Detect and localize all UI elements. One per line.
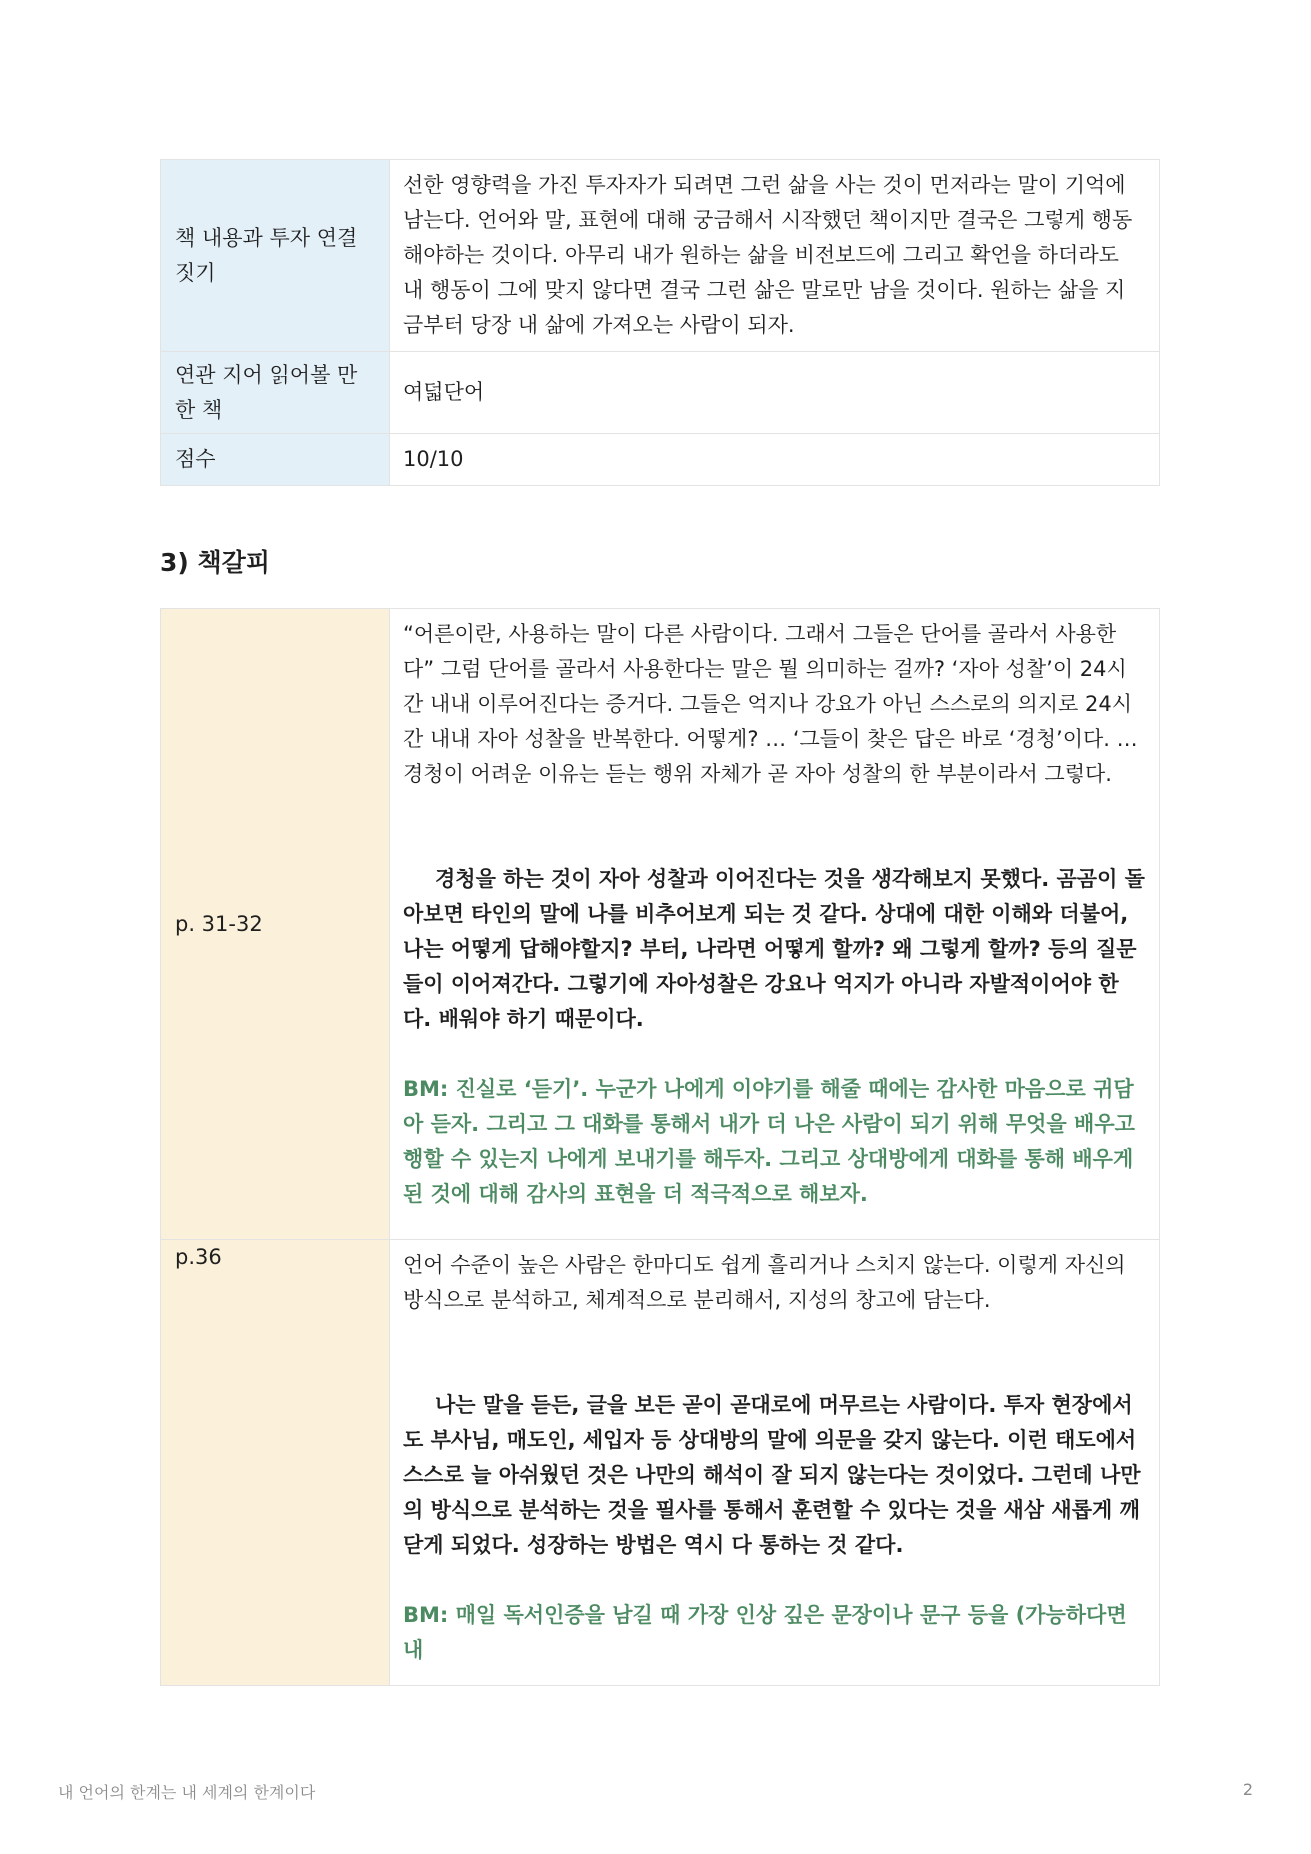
spacer <box>403 1318 1145 1388</box>
bookmark-page: p.36 <box>161 1240 390 1686</box>
summary-table <box>160 159 1160 486</box>
bookmark-quote: 언어 수준이 높은 사람은 한마디도 쉽게 흘리거나 스치지 않는다. 이렇게 자신의 방식으로 분석하고, 체계적으로 분리해서, 지성의 창고에 담는다. <box>403 1253 1126 1312</box>
bookmark-content <box>390 609 1160 1240</box>
table-row <box>161 434 1160 486</box>
bookmark-reflection: 나는 말을 듣든, 글을 보든 곧이 곧대로에 머무르는 사람이다. 투자 현장에서도 부사님, 매도인, 세입자 등 상대방의 말에 의문을 갖지 않는다. 이런 태도에서 스스로 늘 아쉬웠던 것은 나만의 해석이 잘 되지 않는다는 것이었다. 그런데 나만의 방식으로 분석하는 것을 필사를 통해서 훈련할 수 있다는 것을 새삼 새롭게 깨닫게 되었다. 성장하는 방법은 역시 다 통하는 것 같다. <box>403 1393 1141 1557</box>
table-row <box>161 609 1160 1240</box>
row-label: 점수 <box>161 434 390 486</box>
bookmark-page: p. 31-32 <box>161 609 390 1240</box>
footer-title: 내 언어의 한계는 내 세계의 한계이다 <box>58 1783 316 1802</box>
table-row <box>161 160 1160 352</box>
page-number: 2 <box>1242 1780 1253 1799</box>
table-row <box>161 352 1160 434</box>
section-title: 3) 책갈피 <box>160 548 270 577</box>
row-value: 여덟단어 <box>390 352 1160 434</box>
row-value: 10/10 <box>390 434 1160 486</box>
bookmark-bm: BM: 매일 독서인증을 남길 때 가장 인상 깊은 문장이나 문구 등을 (가능하다면 내 <box>403 1603 1127 1662</box>
spacer <box>403 1037 1145 1072</box>
bookmark-quote: “어른이란, 사용하는 말이 다른 사람이다. 그래서 그들은 단어를 골라서 사용한다” 그럼 단어를 골라서 사용한다는 말은 뭘 의미하는 걸까? ‘자아 성찰’이 24시간 내내 이루어진다는 증거다. 그들은 억지나 강요가 아닌 스스로의 의지로 24시간 내내 자아 성찰을 반복한다. 어떻게? … ‘그들이 찾은 답은 바로 ‘경청’이다. … 경청이 어려운 이유는 듣는 행위 자체가 곧 자아 성찰의 한 부분이라서 그렇다. <box>403 622 1138 786</box>
row-label: 연관 지어 읽어볼 만한 책 <box>161 352 390 434</box>
bookmark-bm: BM: 진실로 ‘듣기’. 누군가 나에게 이야기를 해줄 때에는 감사한 마음으로 귀담아 듣자. 그리고 그 대화를 통해서 내가 더 나은 사람이 되기 위해 무엇을 배우고 행할 수 있는지 나에게 보내기를 해두자. 그리고 상대방에게 대화를 통해 배우게 된 것에 대해 감사의 표현을 더 적극적으로 해보자. <box>403 1077 1135 1206</box>
spacer <box>403 792 1145 862</box>
bookmark-content <box>390 1240 1160 1686</box>
bookmarks-table <box>160 608 1160 1686</box>
row-label: 책 내용과 투자 연결 짓기 <box>161 160 390 352</box>
row-value: 선한 영향력을 가진 투자자가 되려면 그런 삶을 사는 것이 먼저라는 말이 기억에 남는다. 언어와 말, 표현에 대해 궁금해서 시작했던 책이지만 결국은 그렇게 행동해야하는 것이다. 아무리 내가 원하는 삶을 비전보드에 그리고 확언을 하더라도 내 행동이 그에 맞지 않다면 결국 그런 삶은 말로만 남을 것이다. 원하는 삶을 지금부터 당장 내 삶에 가져오는 사람이 되자. <box>390 160 1160 352</box>
spacer <box>403 1563 1145 1598</box>
bookmark-reflection: 경청을 하는 것이 자아 성찰과 이어진다는 것을 생각해보지 못했다. 곰곰이 돌아보면 타인의 말에 나를 비추어보게 되는 것 같다. 상대에 대한 이해와 더불어, 나는 어떻게 답해야할지? 부터, 나라면 어떻게 할까? 왜 그렇게 할까? 등의 질문들이 이어져간다. 그렇기에 자아성찰은 강요나 억지가 아니라 자발적이어야 한다. 배워야 하기 때문이다. <box>403 867 1145 1031</box>
table-row <box>161 1240 1160 1686</box>
